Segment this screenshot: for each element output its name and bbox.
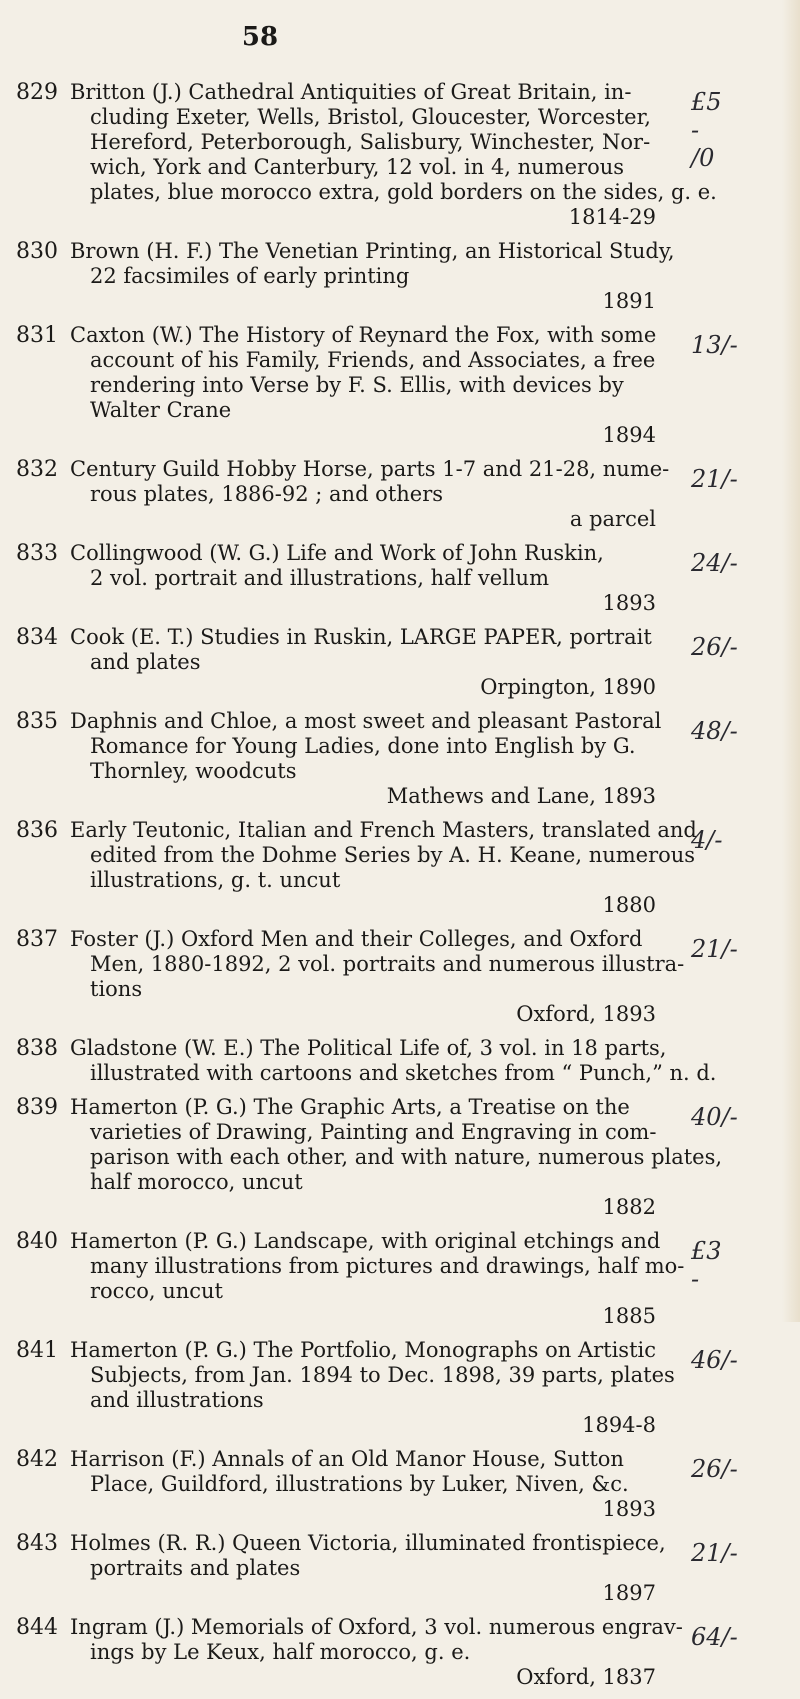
entry-description [70,541,656,616]
catalog-entry [16,1531,738,1606]
entry-line: Britton (J.) Cathedral Antiquities of Great Britain, in- [70,80,632,104]
entry-date: 1891 [602,289,656,313]
lot-number: 834 [16,625,58,650]
entry-description [70,1531,666,1606]
lot-number: 838 [16,1036,58,1061]
entry-line: Walter Crane [90,398,232,422]
entry-date: 1885 [602,1304,656,1328]
catalog-entry [16,1036,717,1086]
entry-line: parison with each other, and with nature, numerous plates, [90,1145,723,1169]
entry-description [70,323,656,448]
entry-date: 1894 [602,423,656,447]
handwritten-price: 13/- [691,331,738,359]
catalog-entry [16,1229,722,1329]
lot-number: 830 [16,239,58,264]
catalog-entry [16,1338,738,1438]
entry-line: rendering into Verse by F. S. Ellis, with devices by [90,373,624,397]
entry-line: plates, blue morocco extra, gold borders on the sides, g. e. [90,180,717,204]
entry-line: account of his Family, Friends, and Associates, a free [90,348,656,372]
entry-date: 1814-29 [568,205,656,229]
entry-description [70,1615,683,1690]
entry-line: Place, Guildford, illustrations by Luker, Niven, &c. [90,1472,629,1496]
catalog-entry [16,1447,738,1522]
catalog-entry [16,541,738,616]
entry-date: 1897 [602,1581,656,1605]
entry-description [70,625,656,700]
lot-number: 839 [16,1095,58,1120]
entry-line: Harrison (F.) Annals of an Old Manor House, Sutton [70,1447,624,1471]
entry-date: 1894-8 [582,1413,656,1437]
catalog-entry [16,239,675,314]
entry-line: Ingram (J.) Memorials of Oxford, 3 vol. numerous engrav- [70,1615,683,1639]
entry-date: 1893 [602,591,656,615]
handwritten-price: 46/- [691,1346,738,1374]
entry-description [70,927,685,1027]
entry-line: half morocco, uncut [90,1170,303,1194]
entry-line: portraits and plates [90,1556,301,1580]
catalog-entry [16,625,738,700]
entry-line: ings by Le Keux, half morocco, g. e. [90,1640,471,1664]
entry-line: Century Guild Hobby Horse, parts 1-7 and 21-28, nume- [70,457,670,481]
entry-line: wich, York and Canterbury, 12 vol. in 4, numerous [90,155,625,179]
entry-description [70,1338,675,1438]
handwritten-price: 64/- [691,1623,738,1651]
lot-number: 835 [16,709,58,734]
handwritten-price: £5 - /0 [691,88,722,172]
handwritten-price: 26/- [691,1455,738,1483]
entry-line: varieties of Drawing, Painting and Engraving in com- [90,1120,657,1144]
lot-number: 833 [16,541,58,566]
entry-line: cluding Exeter, Wells, Bristol, Gloucester, Worcester, [90,105,651,129]
entry-line: Brown (H. F.) The Venetian Printing, an Historical Study, [70,239,675,263]
entry-line: tions [90,977,143,1001]
entry-date: Oxford, 1837 [516,1665,656,1689]
lot-number: 837 [16,927,58,952]
entry-line: illustrated with cartoons and sketches from “ Punch,” n. d. [90,1061,717,1085]
entry-line: Romance for Young Ladies, done into English by G. [90,734,636,758]
entry-description [70,457,670,532]
entry-line: Caxton (W.) The History of Reynard the Fox, with some [70,323,657,347]
catalog-entry [16,457,738,532]
catalog-entry [16,80,722,230]
lot-number: 836 [16,818,58,843]
entry-line: Hamerton (P. G.) Landscape, with original etchings and [70,1229,661,1253]
entry-date: 1893 [602,1497,656,1521]
handwritten-price: 21/- [691,935,738,963]
entry-date: Orpington, 1890 [480,675,656,699]
handwritten-price: £3 - [691,1237,722,1293]
entry-description [70,1447,656,1522]
catalog-entry [16,818,723,918]
entry-description [70,239,675,314]
lot-number: 829 [16,80,58,105]
lot-number: 842 [16,1447,58,1472]
catalog-entry [16,1095,738,1220]
entry-line: Early Teutonic, Italian and French Masters, translated and [70,818,697,842]
entry-line: rous plates, 1886-92 ; and others [90,482,444,506]
handwritten-price: 21/- [691,1539,738,1567]
entry-date: Oxford, 1893 [516,1002,656,1026]
page-number: 58 [241,22,279,52]
page-edge [782,0,800,1322]
catalog-entry [16,1615,738,1690]
handwritten-price: 24/- [691,549,738,577]
handwritten-price: 4/- [691,826,723,854]
entry-line: Cook (E. T.) Studies in Ruskin, LARGE PAPER, portrait [70,625,652,649]
entry-line: and illustrations [90,1388,264,1412]
lot-number: 832 [16,457,58,482]
entry-description [70,818,697,918]
catalog-entry [16,709,738,809]
entry-date: a parcel [569,507,656,531]
handwritten-price: 21/- [691,465,738,493]
entry-line: Hereford, Peterborough, Salisbury, Winchester, Nor- [90,130,651,154]
entry-line: illustrations, g. t. uncut [90,868,341,892]
handwritten-price: 40/- [691,1103,738,1131]
entry-description [70,1229,685,1329]
entry-description [70,709,662,809]
catalog-entry [16,927,738,1027]
lot-number: 831 [16,323,58,348]
entry-line: Men, 1880-1892, 2 vol. portraits and numerous illustra- [90,952,685,976]
entry-date: 1882 [602,1195,656,1219]
entry-line: Hamerton (P. G.) The Portfolio, Monographs on Artistic [70,1338,656,1362]
entry-line: Gladstone (W. E.) The Political Life of, 3 vol. in 18 parts, [70,1036,667,1060]
lot-number: 840 [16,1229,58,1254]
lot-number: 843 [16,1531,58,1556]
lot-number: 841 [16,1338,58,1363]
handwritten-price: 26/- [691,633,738,661]
entry-line: Daphnis and Chloe, a most sweet and pleasant Pastoral [70,709,662,733]
lot-number: 844 [16,1615,58,1640]
entry-line: Subjects, from Jan. 1894 to Dec. 1898, 39 parts, plates [90,1363,675,1387]
entry-description [70,1036,717,1086]
entry-date: Mathews and Lane, 1893 [386,784,656,808]
entry-line: edited from the Dohme Series by A. H. Keane, numerous [90,843,696,867]
entry-line: 2 vol. portrait and illustrations, half vellum [90,566,549,590]
entry-line: and plates [90,650,201,674]
catalog-list [16,80,738,1699]
entry-line: Thornley, woodcuts [90,759,297,783]
entry-line: Holmes (R. R.) Queen Victoria, illuminated frontispiece, [70,1531,666,1555]
entry-line: 22 facsimiles of early printing [90,264,410,288]
entry-line: Hamerton (P. G.) The Graphic Arts, a Treatise on the [70,1095,630,1119]
catalog-entry [16,323,738,448]
entry-line: Foster (J.) Oxford Men and their Colleges, and Oxford [70,927,643,951]
entry-line: rocco, uncut [90,1279,223,1303]
entry-date: 1880 [602,893,656,917]
entry-line: Collingwood (W. G.) Life and Work of John Ruskin, [70,541,604,565]
entry-line: many illustrations from pictures and drawings, half mo- [90,1254,685,1278]
handwritten-price: 48/- [691,717,738,745]
